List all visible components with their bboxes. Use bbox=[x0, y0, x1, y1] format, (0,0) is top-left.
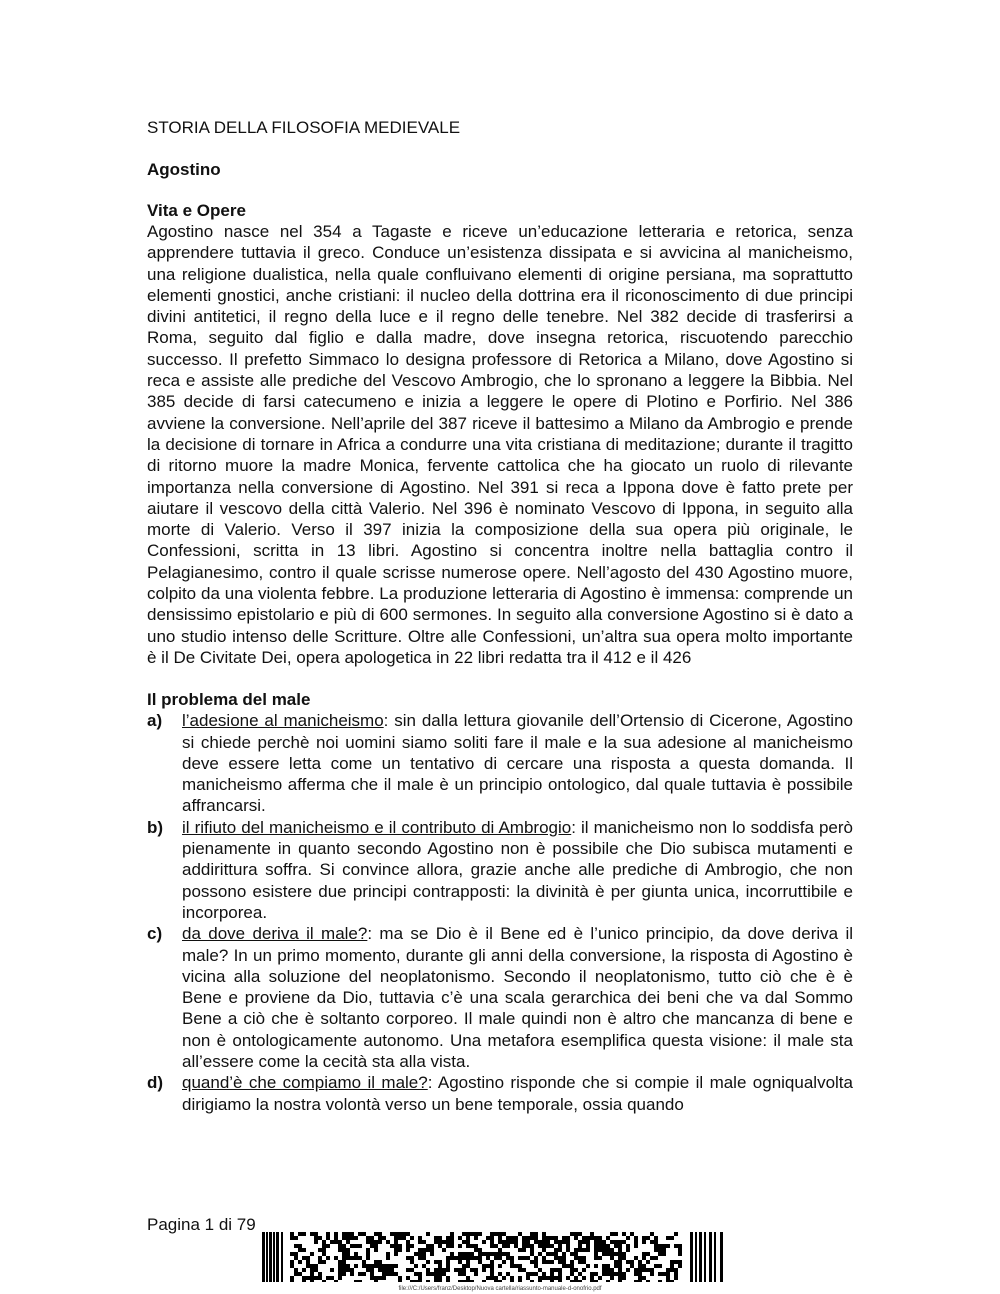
document-title: STORIA DELLA FILOSOFIA MEDIEVALE bbox=[147, 118, 461, 137]
list-marker: d) bbox=[147, 1073, 164, 1093]
list-item bbox=[147, 817, 853, 923]
list-marker: c) bbox=[147, 924, 163, 944]
list-marker: b) bbox=[147, 817, 164, 837]
barcode-image bbox=[262, 1232, 732, 1282]
list-item-text: : Agostino risponde che si compie il male ogniqualvolta dirigiamo la nostra volontà verso un bene temporale, ossia quando bbox=[182, 1073, 853, 1114]
list-item-text: : ma se Dio è il Bene ed è l’unico principio, da dove deriva il male? In un primo momento, durante gli anni della conversione, la risposta di Agostino è vicina alla soluzione del neoplatonismo. Secondo il neoplatonismo, tutto ciò che è è Bene e proviene da Dio, tuttavia c’è una scala gerarchica dei beni che va dal Sommo Bene a ciò che è soltanto corporeo. Il male quindi non è altro che mancanza di bene e non è ontologicamente autonomo. Una metafora esemplifica questa visione: il male sta all’essere come la cecità sta alla vista. bbox=[182, 924, 853, 1071]
list-item-term: il rifiuto del manicheismo e il contributo di Ambrogio bbox=[182, 817, 572, 837]
list-item bbox=[147, 1072, 853, 1115]
author-heading: Agostino bbox=[147, 160, 221, 179]
page-number: Pagina 1 di 79 bbox=[147, 1215, 256, 1234]
list-item-text: : il manicheismo non lo soddisfa però pienamente in quanto secondo Agostino non è possibile che Dio subisca mutamenti e addirittura soffra. Si convince allora, grazie anche alle prediche di Ambrogio, che non possono esistere due principi contrapposti: la divinità è per giunta unica, incorruttibile e incorporea. bbox=[182, 817, 853, 922]
list-item-term: l’adesione al manicheismo bbox=[182, 711, 384, 731]
section-heading-evil: Il problema del male bbox=[147, 690, 311, 710]
list-item-text: : sin dalla lettura giovanile dell’Ortensio di Cicerone, Agostino si chiede perchè noi uomini siamo soliti fare il male e la sua adesione al manicheismo deve essere letta come un tentativo di cercare una risposta a questa domanda. Il manicheismo afferma che il male è un principio ontologico, dal quale tuttavia è possibile affrancarsi. bbox=[182, 711, 853, 816]
evil-list bbox=[147, 710, 853, 1115]
life-paragraph: Agostino nasce nel 354 a Tagaste e riceve un’educazione letteraria e retorica, senza apprendere tuttavia il greco. Conduce un’esistenza dissipata e si avvicina al manicheismo, una religione dualistica, nella quale confluivano elementi di origine persiana, ma soprattutto elementi gnostici, anche cristiani: il nucleo della dottrina era il riconoscimento di due principi divini antitetici, il regno della luce e il regno delle tenebre. Nel 382 decide di trasferirsi a Roma, seguito dal figlio e dalla madre, dove insegna retorica, riscuotendo parecchio successo. Il prefetto Simmaco lo designa professore di Retorica a Milano, dove Agostino si reca e assiste alle prediche del Vescovo Ambrogio, che lo spronano a leggere la Bibbia. Nel 385 decide di farsi catecumeno e inizia a leggere le opere di Plotino e Porfirio. Nel 386 avviene la conversione. Nell’aprile del 387 riceve il battesimo a Milano da Ambrogio e prende la decisione di tornare in Africa a condurre una vita cristiana di meditazione; durante il tragitto di ritorno muore la madre Monica, fervente cattolica che ha giocato un ruolo di rilevante importanza nella conversione di Agostino. Nel 391 si reca a Ippona dove è fatto prete per aiutare il vescovo della città Valerio. Nel 396 è nominato Vescovo di Ippona, in seguito alla morte di Valerio. Verso il 397 inizia la composizione della sua opera più originale, le Confessioni, scritta in 13 libri. Agostino si concentra inoltre nella battaglia contro il Pelagianesimo, contro il quale scrisse numerose opere. Nell’agosto del 430 Agostino muore, colpito da una violenta febbre. La produzione letteraria di Agostino è immensa: comprende un densissimo epistolario e più di 600 sermones. In seguito alla conversione Agostino si è dato a uno studio intenso delle Scritture. Oltre alle Confessioni, un’altra sua opera molto importante è il De Civitate Dei, opera apologetica in 22 libri redatta tra il 412 e il 426 bbox=[147, 222, 853, 667]
list-item bbox=[147, 710, 853, 816]
document-page bbox=[147, 116, 853, 1115]
file-path-text: file:///C:/Users/franz/Desktop/Nuova cartella/riassunto-manuale-d-onofrio.pdf bbox=[398, 1286, 602, 1292]
list-marker: a) bbox=[147, 711, 163, 731]
list-item-term: quand’è che compiamo il male? bbox=[182, 1073, 428, 1093]
list-item-term: da dove deriva il male? bbox=[182, 924, 368, 944]
section-heading-life: Vita e Opere bbox=[147, 201, 246, 220]
list-item bbox=[147, 923, 853, 1072]
